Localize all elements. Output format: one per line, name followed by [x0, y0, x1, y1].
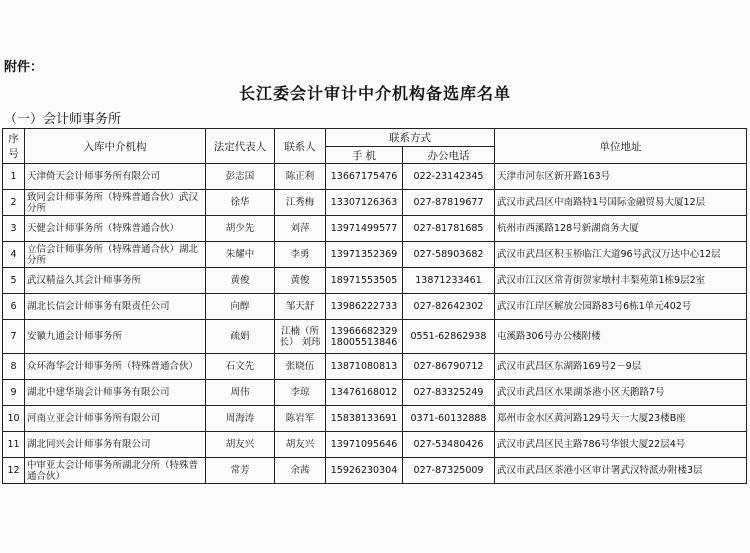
cell-contact: 江秀梅 [275, 190, 326, 216]
cell-org: 天津倚天会计师事务所有限公司 [25, 164, 206, 190]
cell-no: 4 [3, 242, 25, 268]
cell-address: 郑州市金水区黄河路129号天一大厦23楼B座 [495, 406, 747, 432]
table-row [3, 432, 747, 458]
cell-rep: 石文先 [206, 354, 275, 380]
header-org: 入库中介机构 [25, 129, 206, 164]
cell-phone: 027-82642302 [403, 294, 495, 320]
cell-contact: 刘萍 [275, 216, 326, 242]
header-office-phone: 办公电话 [403, 147, 495, 164]
cell-contact: 陈正利 [275, 164, 326, 190]
cell-org: 河南立亚会计师事务所有限公司 [25, 406, 206, 432]
cell-address: 武汉市武昌区水果湖茶港小区天鹅路7号 [495, 380, 747, 406]
cell-address: 武汉市武昌区东湖路169号2－9层 [495, 354, 747, 380]
cell-mobile: 13307126363 [326, 190, 403, 216]
cell-contact: 黄俊 [275, 268, 326, 294]
table-row [3, 164, 747, 190]
cell-contact: 江楠（所长） 刘玮 [275, 320, 326, 354]
cell-mobile: 13966682329 18005513846 [326, 320, 403, 354]
cell-org: 湖北中建华瑞会计师事务有限公司 [25, 380, 206, 406]
cell-address: 天津市河东区新开路163号 [495, 164, 747, 190]
cell-rep: 向醇 [206, 294, 275, 320]
cell-phone: 027-86790712 [403, 354, 495, 380]
table-row [3, 216, 747, 242]
cell-contact: 胡友兴 [275, 432, 326, 458]
cell-no: 1 [3, 164, 25, 190]
table-row [3, 406, 747, 432]
table-row [3, 294, 747, 320]
cell-org: 安徽九通会计师事务所 [25, 320, 206, 354]
cell-mobile: 13871080813 [326, 354, 403, 380]
header-contact: 联系人 [275, 129, 326, 164]
cell-no: 5 [3, 268, 25, 294]
cell-rep: 周海涛 [206, 406, 275, 432]
cell-rep: 徐华 [206, 190, 275, 216]
cell-mobile: 13971352369 [326, 242, 403, 268]
cell-org: 致同会计师事务所（特殊普通合伙）武汉分所 [25, 190, 206, 216]
cell-mobile: 13971499577 [326, 216, 403, 242]
cell-mobile: 13476168012 [326, 380, 403, 406]
cell-rep: 胡友兴 [206, 432, 275, 458]
cell-mobile: 18971553505 [326, 268, 403, 294]
cell-phone: 0371-60132888 [403, 406, 495, 432]
cell-phone: 027-81781685 [403, 216, 495, 242]
cell-contact: 李琼 [275, 380, 326, 406]
cell-rep: 周伟 [206, 380, 275, 406]
cell-org: 武汉精益久其会计师事务所 [25, 268, 206, 294]
cell-contact: 李勇 [275, 242, 326, 268]
cell-no: 12 [3, 458, 25, 484]
cell-mobile: 15838133691 [326, 406, 403, 432]
cell-org: 天健会计师事务所（特殊普通合伙） [25, 216, 206, 242]
cell-phone: 027-53480426 [403, 432, 495, 458]
table-row [3, 380, 747, 406]
cell-rep: 黄俊 [206, 268, 275, 294]
cell-address: 武汉市武昌区中南路特1号国际金融贸易大厦12层 [495, 190, 747, 216]
cell-address: 武汉市江汉区常青街贺家墩村丰梨苑第1栋9层2室 [495, 268, 747, 294]
cell-no: 7 [3, 320, 25, 354]
cell-address: 杭州市西溪路128号新湖商务大厦 [495, 216, 747, 242]
cell-address: 武汉市武昌区茶港小区审计署武汉特派办附楼3层 [495, 458, 747, 484]
table-row [3, 268, 747, 294]
cell-contact: 陈岩军 [275, 406, 326, 432]
cell-org: 众环海华会计师事务所（特殊普通合伙） [25, 354, 206, 380]
header-rep: 法定代表人 [206, 129, 275, 164]
cell-address: 武汉市江岸区解放公园路83号6栋1单元402号 [495, 294, 747, 320]
cell-no: 11 [3, 432, 25, 458]
cell-no: 9 [3, 380, 25, 406]
cell-no: 8 [3, 354, 25, 380]
cell-phone: 022-23142345 [403, 164, 495, 190]
cell-rep: 疏娟 [206, 320, 275, 354]
cell-phone: 13871233461 [403, 268, 495, 294]
cell-no: 2 [3, 190, 25, 216]
cell-contact: 张晓伍 [275, 354, 326, 380]
cell-address: 武汉市武昌区积玉桥临江大道96号武汉万达中心12层 [495, 242, 747, 268]
table-row [3, 458, 747, 484]
cell-rep: 胡少先 [206, 216, 275, 242]
cell-rep: 彭志国 [206, 164, 275, 190]
cell-no: 3 [3, 216, 25, 242]
header-contact-method: 联系方式 [326, 129, 495, 147]
cell-no: 10 [3, 406, 25, 432]
cell-mobile: 13986222733 [326, 294, 403, 320]
cell-address: 武汉市武昌区民主路786号华银大厦22层4号 [495, 432, 747, 458]
cell-org: 立信会计师事务所（特殊普通合伙）湖北分所 [25, 242, 206, 268]
header-mobile: 手 机 [326, 147, 403, 164]
cell-contact: 邹天舒 [275, 294, 326, 320]
cell-no: 6 [3, 294, 25, 320]
cell-mobile: 15926230304 [326, 458, 403, 484]
cell-mobile: 13971095646 [326, 432, 403, 458]
page-title: 长江委会计审计中介机构备选库名单 [238, 84, 511, 103]
cell-rep: 朱耀中 [206, 242, 275, 268]
attachment-label: 附件： [4, 60, 44, 75]
table-row [3, 242, 747, 268]
cell-org: 湖北同兴会计师事务有限公司 [25, 432, 206, 458]
cell-phone: 027-87819677 [403, 190, 495, 216]
cell-phone: 027-87325009 [403, 458, 495, 484]
header-address: 单位地址 [495, 129, 747, 164]
section-heading: （一）会计师事务所 [4, 112, 122, 127]
table-row [3, 320, 747, 354]
agency-table [2, 128, 747, 484]
table-row [3, 354, 747, 380]
cell-rep: 常芳 [206, 458, 275, 484]
cell-address: 屯溪路306号办公楼附楼 [495, 320, 747, 354]
cell-org: 中审亚太会计师事务所湖北分所（特殊普通合伙） [25, 458, 206, 484]
cell-org: 湖北长信会计师事务有限责任公司 [25, 294, 206, 320]
cell-phone: 0551-62862938 [403, 320, 495, 354]
cell-contact: 余茜 [275, 458, 326, 484]
cell-mobile: 13667175476 [326, 164, 403, 190]
table-row [3, 190, 747, 216]
cell-phone: 027-83325249 [403, 380, 495, 406]
cell-phone: 027-58903682 [403, 242, 495, 268]
header-no: 序号 [3, 129, 25, 164]
